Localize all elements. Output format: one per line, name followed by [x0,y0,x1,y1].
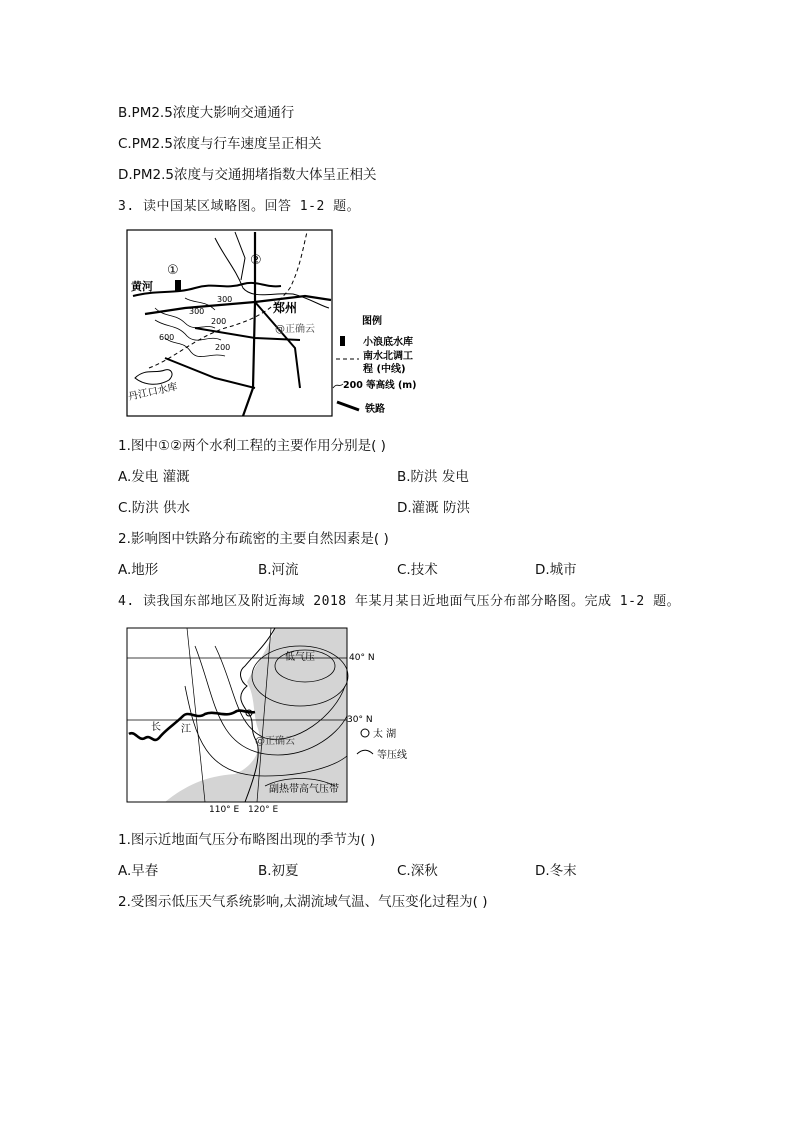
label-changjiang-a: 长 [151,722,161,733]
q3-sub1-stem: 1.图中①②两个水利工程的主要作用分别是( ) [118,438,386,454]
legend-reservoir-icon [340,336,345,346]
railway-east-west [145,296,331,314]
label-zhengzhou: 郑州 [273,301,298,315]
label-subtropical-high: 副热带高气压带 [269,784,339,795]
q3-sub1-option-d: D.灌溉 防洪 [397,500,470,516]
map-zhengzhou-region [125,228,425,418]
question-4-heading: 4. 读我国东部地区及附近海域 2018 年某月某日近地面气压分布部分略图。完成 1-2 题。 [118,594,681,609]
label-changjiang-b: 江 [181,724,191,735]
label-110e: 110° E [209,805,240,815]
marker-1: ① [167,263,179,278]
legend-reservoir: 小浪底水库 [363,337,413,348]
danjiangkou-reservoir [135,370,172,385]
q3-sub2-stem: 2.影响图中铁路分布疏密的主要自然因素是( ) [118,531,389,547]
label-huanghe: 黄河 [131,280,153,293]
watermark-q3: @正确云 [275,324,315,335]
legend-title: 图例 [362,316,382,327]
railway-branch-3 [165,358,255,388]
label-danjiangkou: 丹江口水库 [127,381,179,403]
q3-sub2-option-b: B.河流 [258,562,299,578]
q4-sub1-option-d: D.冬末 [535,863,577,879]
contour-label-200a: 200 [211,317,227,326]
watermark-q4: @正确云 [255,736,295,747]
legend-taihu: 太 湖 [373,729,397,740]
contour-label-300a: 300 [217,295,233,304]
q4-sub2-stem: 2.受图示低压天气系统影响,太湖流域气温、气压变化过程为( ) [118,894,488,910]
yangtze-river [129,711,255,740]
q4-sub1-stem: 1.图示近地面气压分布略图出现的季节为( ) [118,832,376,848]
option-d-prev: D.PM2.5浓度与交通拥堵指数大体呈正相关 [118,167,377,183]
xiaolangdi-marker [175,280,181,291]
label-120e: 120° E [248,805,279,815]
legend-taihu-icon [361,729,369,737]
contour-label-300b: 300 [189,307,205,316]
legend-canal-2: 程 (中线) [363,364,406,375]
q4-sub1-option-b: B.初夏 [258,863,299,879]
q3-sub2-option-d: D.城市 [535,562,577,578]
legend-railway-icon [337,402,359,410]
legend-contour-icon [333,384,343,388]
q3-sub1-option-b: B.防洪 发电 [397,469,469,485]
marker-2: ② [250,253,262,268]
q4-sub1-option-c: C.深秋 [397,863,438,879]
contour-label-600: 600 [159,333,175,342]
label-30n: 30° N [347,715,373,725]
q3-sub1-option-a: A.发电 灌溉 [118,469,190,485]
q3-sub1-option-c: C.防洪 供水 [118,500,191,516]
legend-isobar: 等压线 [377,750,407,761]
border-line-2 [235,232,245,280]
q4-sub1-option-a: A.早春 [118,863,159,879]
label-40n: 40° N [349,653,375,663]
q3-sub2-option-a: A.地形 [118,562,159,578]
legend-canal-1: 南水北调工 [363,351,413,362]
legend-railway: 铁路 [365,404,385,415]
option-b-prev: B.PM2.5浓度大影响交通通行 [118,105,295,121]
legend-isobar-icon [357,750,373,754]
legend-contour: 200 等高线 (m) [343,380,417,391]
option-c-prev: C.PM2.5浓度与行车速度呈正相关 [118,136,322,152]
q3-sub2-option-c: C.技术 [397,562,438,578]
yellow-river [133,283,281,296]
question-3-heading: 3. 读中国某区域略图。回答 1-2 题。 [118,199,361,214]
label-low-pressure: 低气压 [285,652,315,663]
map-zhengzhou-svg [125,228,425,418]
contour-label-200b: 200 [215,343,231,352]
